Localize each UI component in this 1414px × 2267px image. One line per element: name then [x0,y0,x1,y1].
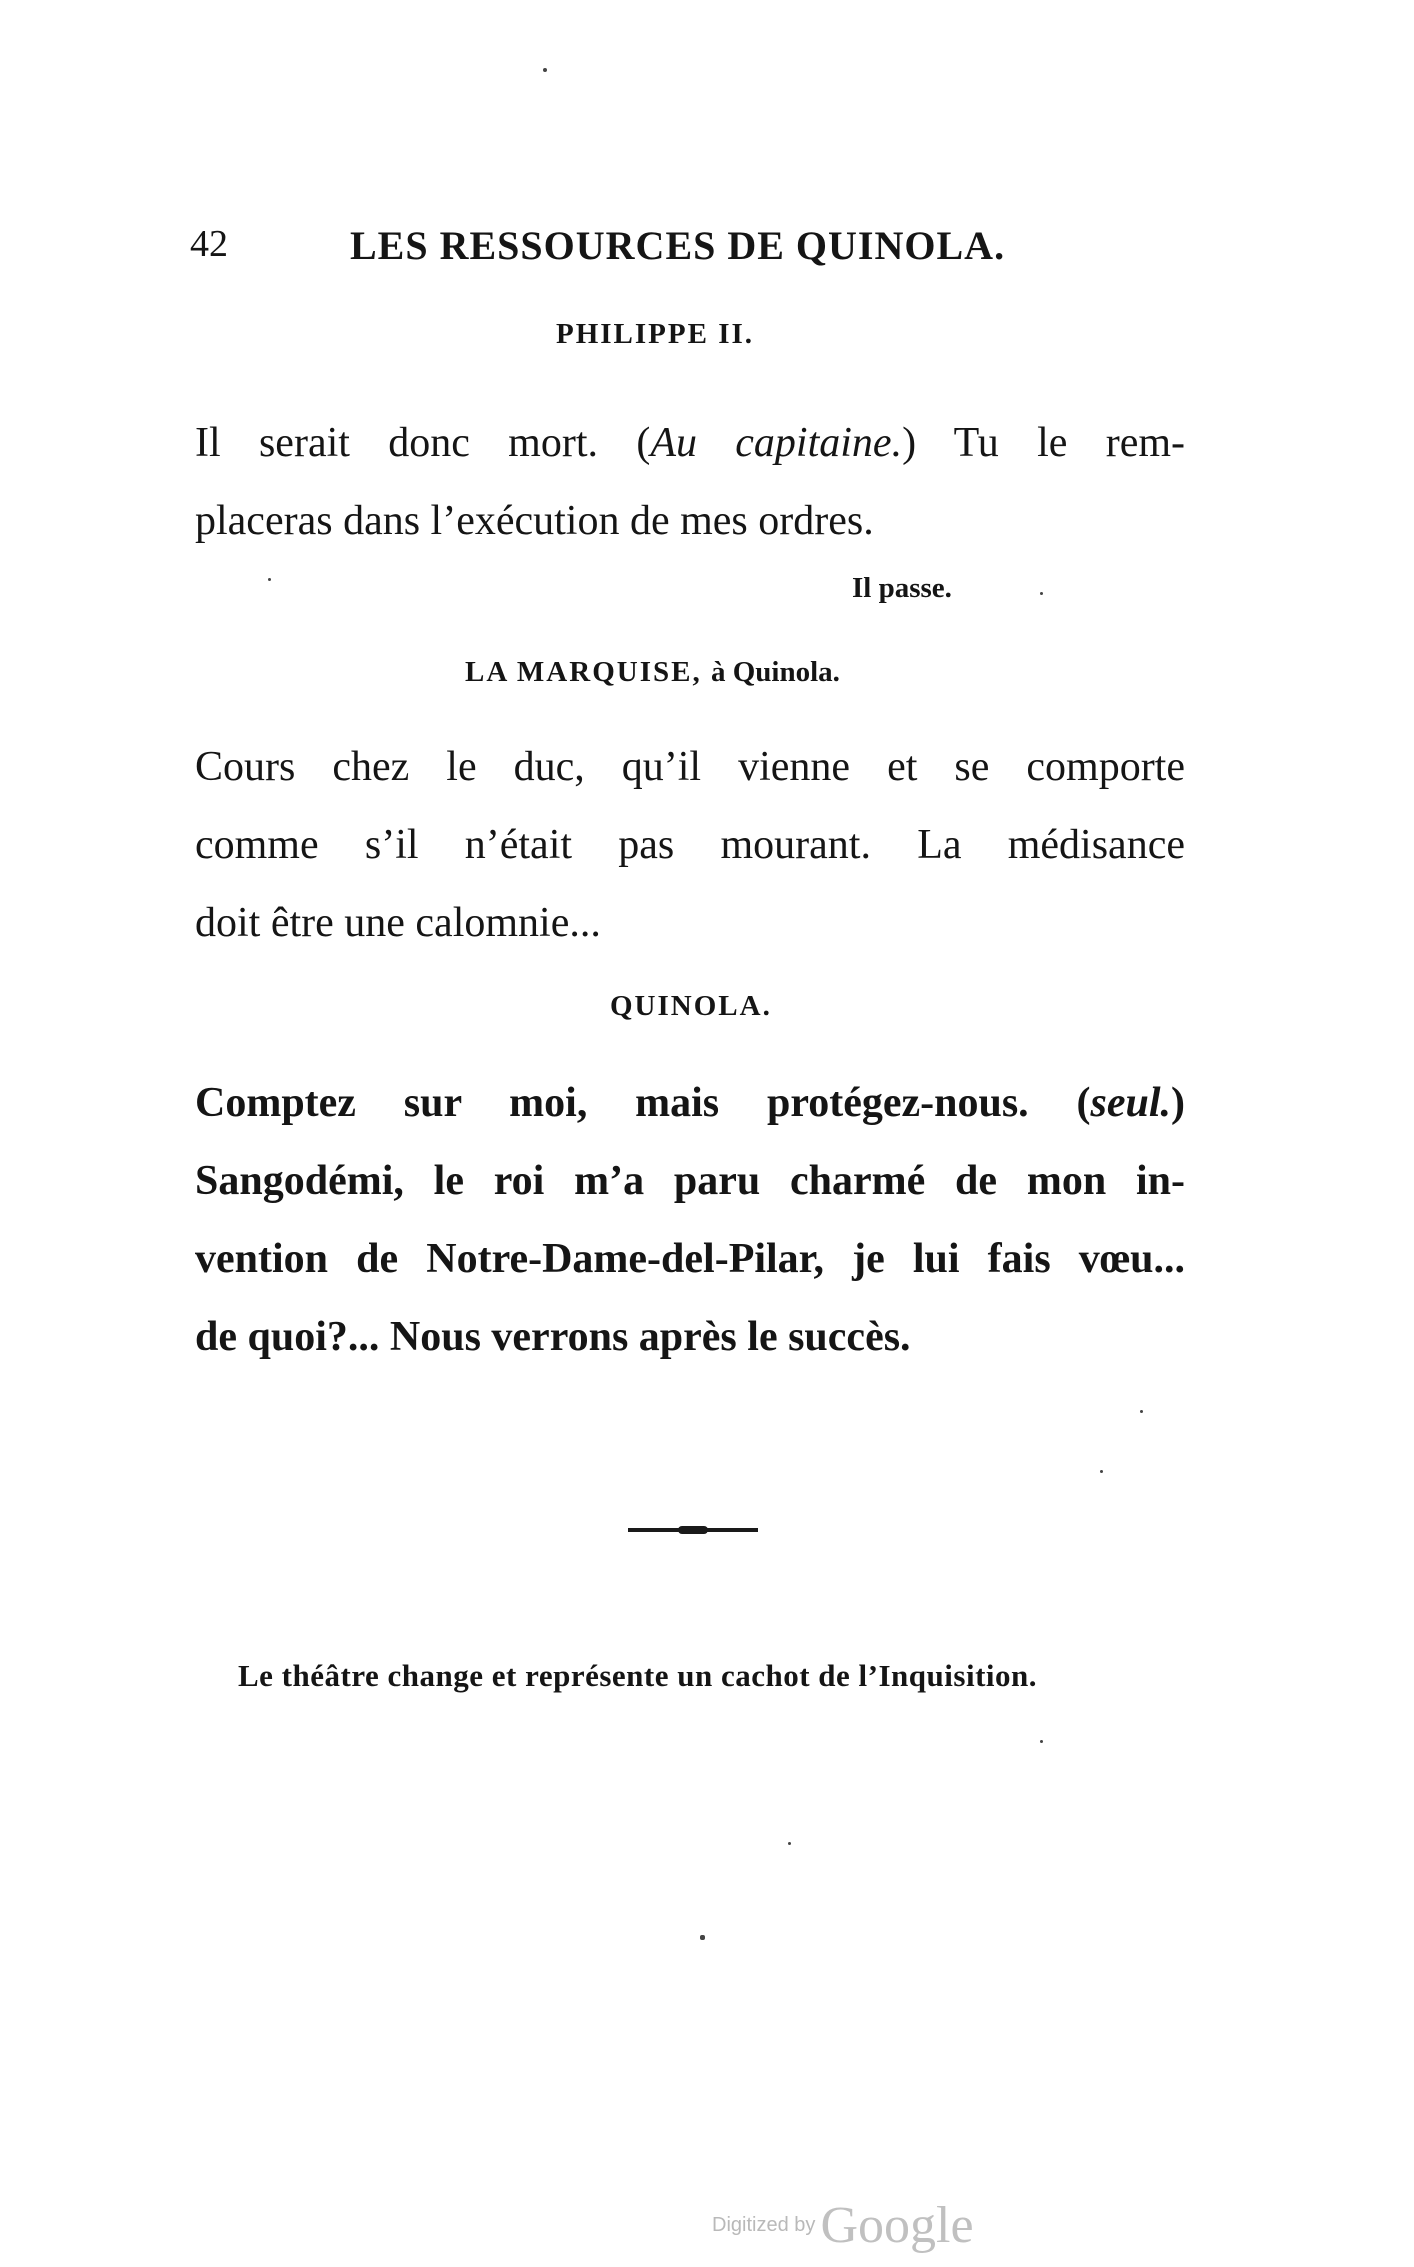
speaker-quinola [610,990,772,1023]
speech-line: de quoi?... Nous verrons après le succès. [195,1314,911,1360]
speaker-name: PHILIPPE II. [556,318,755,350]
scan-speck [788,1842,791,1845]
watermark-prefix: Digitized by [712,2214,816,2236]
digitized-watermark [712,2196,974,2255]
scan-speck [1100,1470,1103,1473]
speech-line: doit être une calomnie... [195,900,601,946]
speech-line: Sangodémi, le roi m’a paru charmé de mon in- [195,1158,1185,1204]
speech-quinola [195,1064,1185,1376]
scan-speck [543,68,547,72]
page-number: 42 [190,223,228,265]
speaker-name: QUINOLA. [610,990,772,1022]
speech-line: placeras dans l’exécution de mes ordres. [195,498,874,544]
speech-marquise [195,728,1185,962]
stage-direction: Il passe. [852,572,952,604]
speech-line: Cours chez le duc, qu’il vienne et se comporte [195,744,1185,790]
page-header [190,222,1030,282]
speaker-marquise [465,656,840,689]
scan-speck [700,1935,705,1940]
speaker-philippe [556,318,754,351]
section-divider [628,1528,758,1532]
scan-speck [1140,1410,1143,1413]
scene-change-note: Le théâtre change et représente un cachot de l’Inquisition. [238,1658,1037,1693]
speech-line: vention de Notre-Dame-del-Pilar, je lui fais vœu... [195,1236,1185,1282]
speech-line: comme s’il n’était pas mourant. La médisance [195,822,1185,868]
speech-line: Il serait donc mort. (Au capitaine.) Tu le rem- [195,420,1186,466]
google-logo: Google [820,2197,974,2254]
scan-speck [268,578,271,581]
speaker-aside: à Quinola. [710,656,840,688]
running-title: LES RESSOURCES DE QUINOLA. [350,223,1006,268]
speaker-name: LA MARQUISE, [465,656,702,688]
scan-speck [1040,592,1043,595]
speech-line: Comptez sur moi, mais protégez-nous. (seul.) [195,1080,1185,1126]
speech-philippe [195,404,1185,560]
scan-speck [1040,1740,1043,1743]
